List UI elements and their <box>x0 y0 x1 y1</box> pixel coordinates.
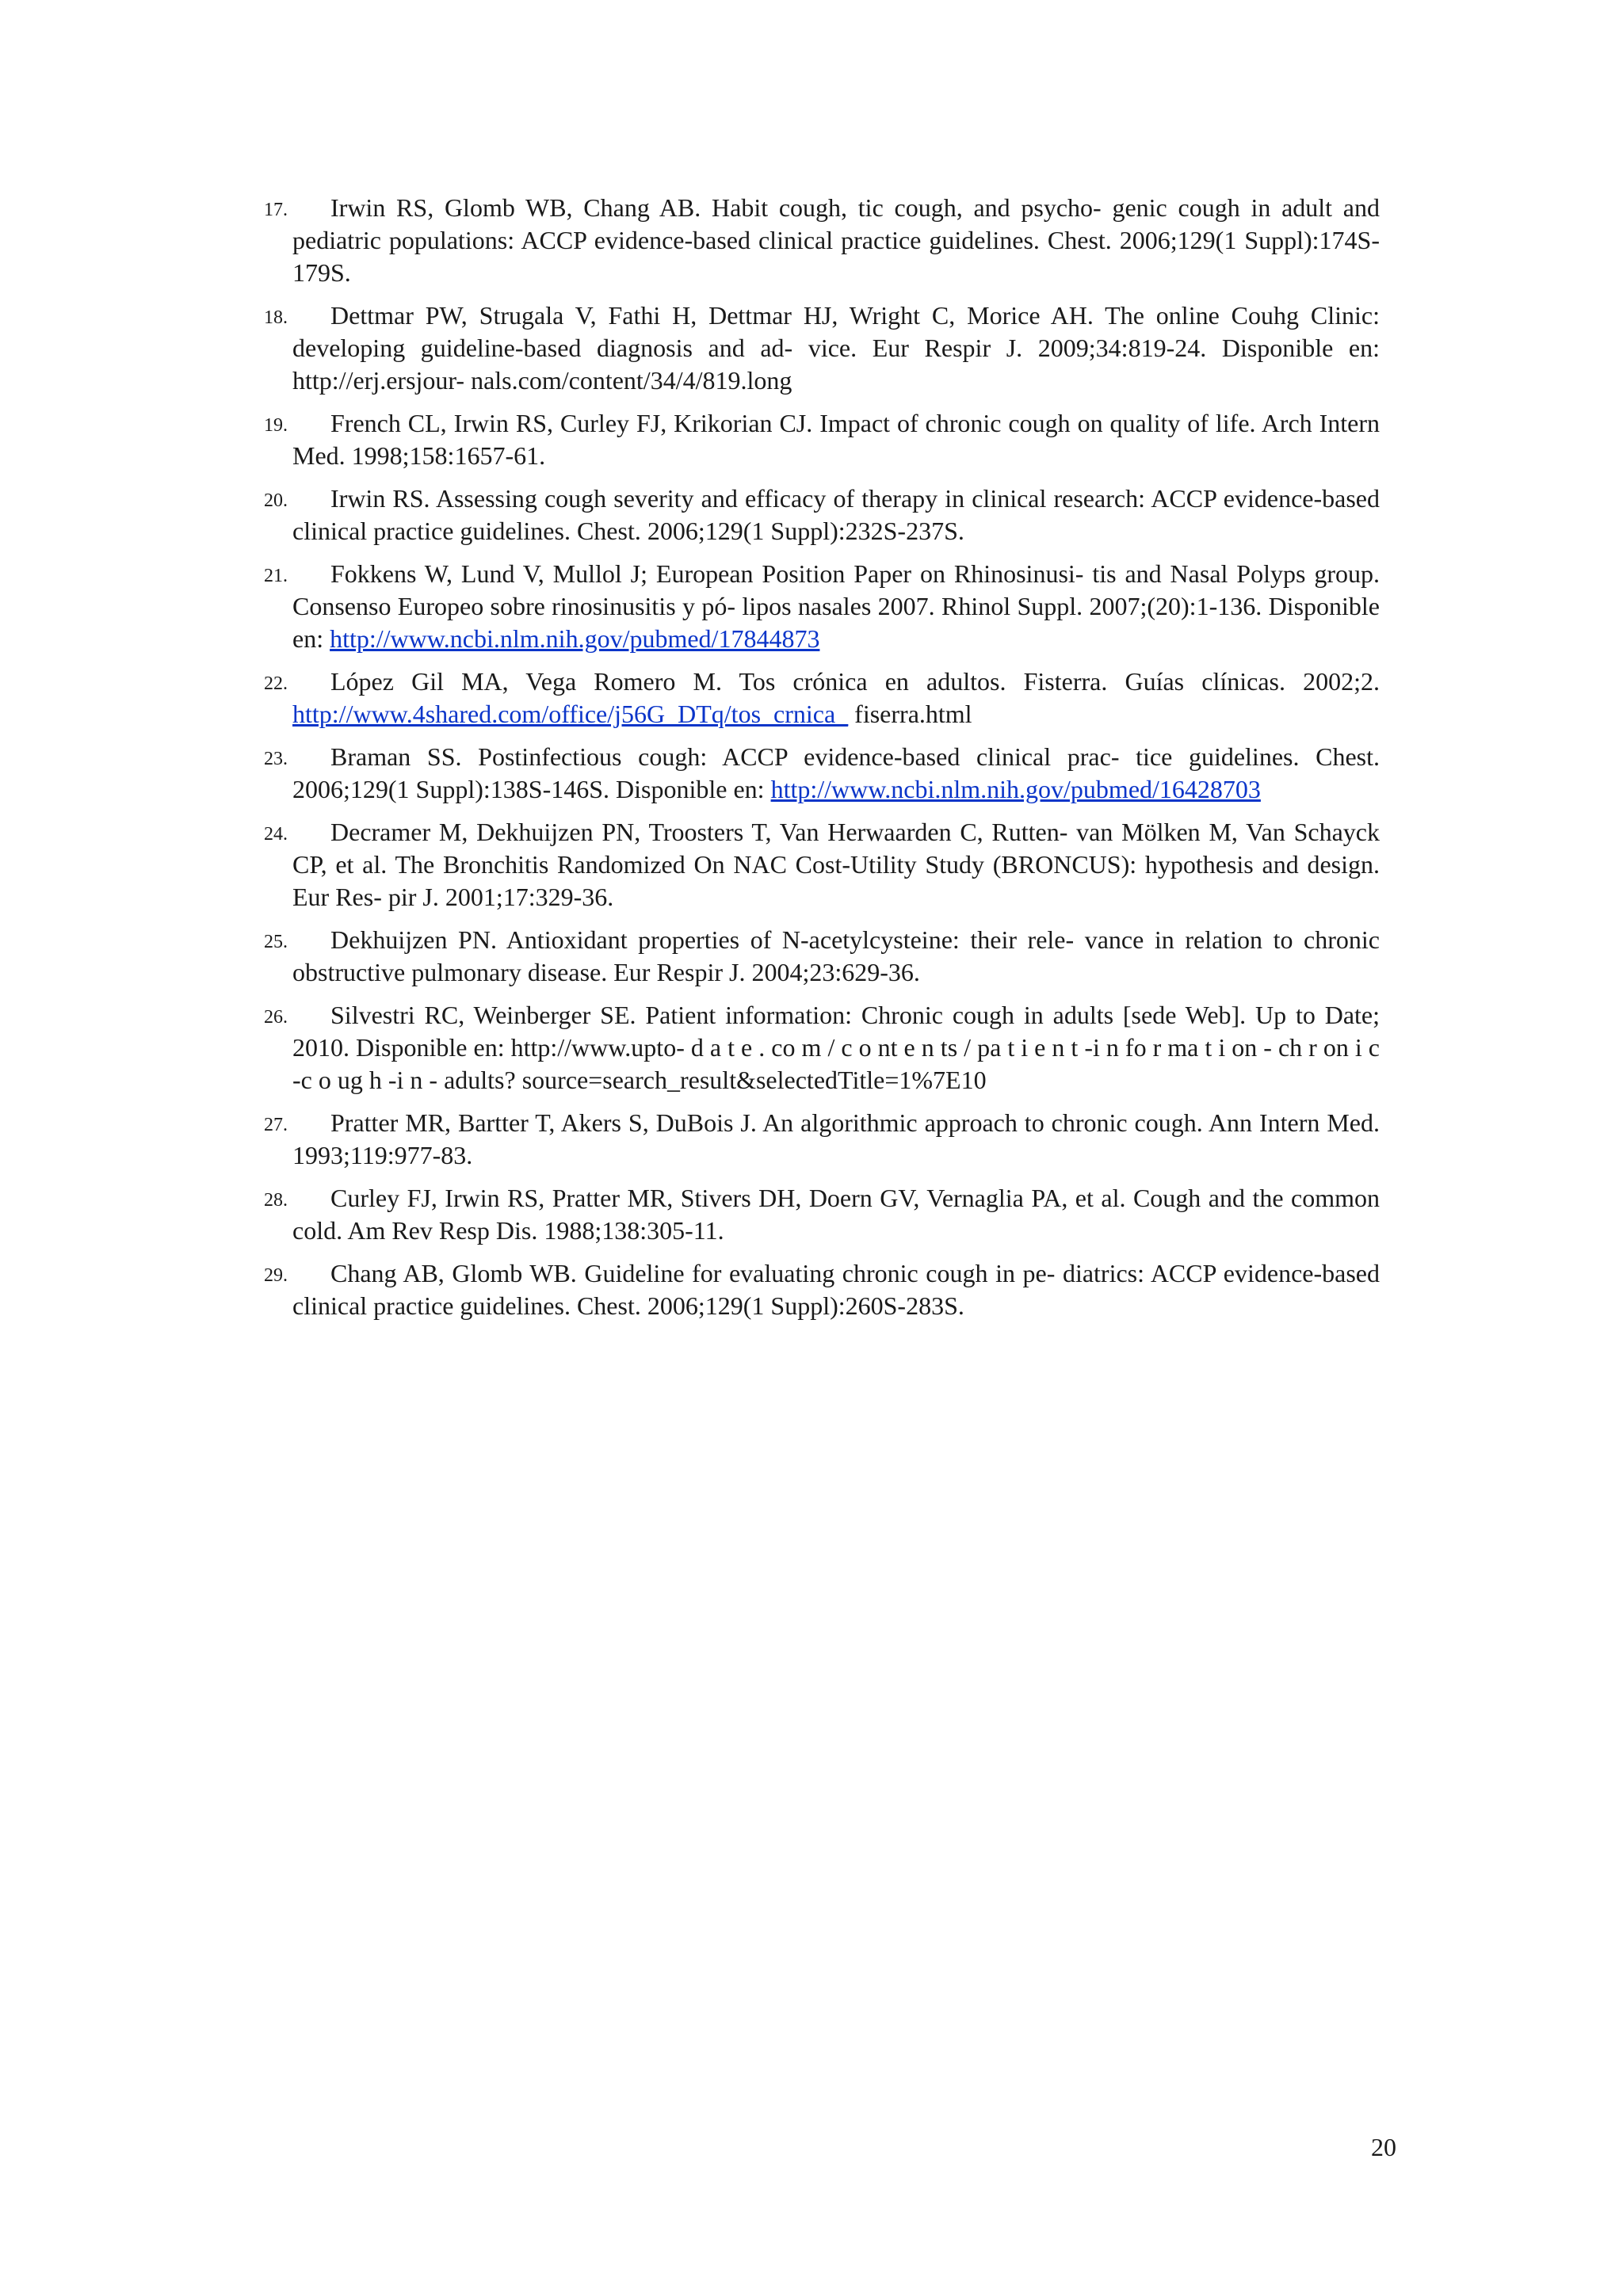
reference-link[interactable]: http://www.ncbi.nlm.nih.gov/pubmed/17844873 <box>330 624 820 653</box>
reference-text-block <box>292 924 1380 989</box>
reference-item <box>264 1257 1380 1322</box>
reference-number: 18. <box>264 307 288 328</box>
reference-text: Decramer M, Dekhuijzen PN, Troosters T, Van Herwaarden C, Rutten- van Mölken M, Van Schayck CP, et al. The Bronchitis Randomized On NAC Cost-Utility Study (BRONCUS): hypothesis and design. Eur Res- pir J. 2001;17:329-36. <box>292 818 1380 911</box>
reference-number: 28. <box>264 1190 288 1211</box>
reference-text: Fokkens W, Lund V, Mullol J; European Position Paper on Rhinosinusi- tis and Nasal Polyps group. Consenso Europeo sobre rinosinusitis y pó- lipos nasales 2007. Rhinol Suppl. 2007;(20):1-136. Disponible en: <box>292 559 1380 653</box>
reference-item <box>264 1107 1380 1172</box>
reference-text-block <box>292 1257 1380 1322</box>
reference-number: 27. <box>264 1115 288 1135</box>
reference-text-block <box>292 999 1380 1097</box>
reference-number: 23. <box>264 749 288 769</box>
reference-text: Silvestri RC, Weinberger SE. Patient information: Chronic cough in adults [sede Web]. Up to Date; 2010. Disponible en: http://www.upto- d a t e . co m / c o nt e n ts / pa t i e n t -i n fo r ma t i on - ch r on i c -c o ug h -i n - adults? source=search_result&selectedTitle=1%7E10 <box>292 1001 1380 1094</box>
reference-text: Dettmar PW, Strugala V, Fathi H, Dettmar HJ, Wright C, Morice AH. The online Couhg Clinic: developing guideline-based diagnosis and ad- vice. Eur Respir J. 2009;34:819-24. Disponible en: http://erj.ersjour- nals.com/content/34/4/819.long <box>292 301 1380 395</box>
reference-text-block <box>292 1107 1380 1172</box>
reference-item <box>264 482 1380 547</box>
reference-number: 24. <box>264 824 288 845</box>
reference-text-block <box>292 1182 1380 1247</box>
reference-number: 19. <box>264 415 288 436</box>
reference-text: French CL, Irwin RS, Curley FJ, Krikorian CJ. Impact of chronic cough on quality of life. Arch Intern Med. 1998;158:1657-61. <box>292 409 1380 470</box>
reference-item <box>264 1182 1380 1247</box>
reference-item <box>264 999 1380 1097</box>
reference-number: 25. <box>264 932 288 952</box>
reference-text-block <box>292 407 1380 472</box>
reference-link[interactable]: http://www.4shared.com/office/j56G_DTq/tos_crnica_ <box>292 700 849 728</box>
reference-item <box>264 816 1380 913</box>
reference-item <box>264 924 1380 989</box>
reference-list <box>264 192 1380 1333</box>
page-number: 20 <box>1371 2133 1396 2161</box>
reference-text-block <box>292 192 1380 289</box>
reference-number: 17. <box>264 200 288 220</box>
reference-text-block <box>292 482 1380 547</box>
reference-number: 22. <box>264 673 288 694</box>
reference-number: 26. <box>264 1007 288 1028</box>
reference-text: Irwin RS. Assessing cough severity and efficacy of therapy in clinical research: ACCP evidence-based clinical practice guidelines. Chest. 2006;129(1 Suppl):232S-237S. <box>292 484 1380 545</box>
reference-text: Braman SS. Postinfectious cough: ACCP evidence-based clinical prac- tice guidelines. Chest. 2006;129(1 Suppl):138S-146S. Disponible en: <box>292 742 1380 803</box>
reference-text-block <box>292 299 1380 397</box>
reference-text: Curley FJ, Irwin RS, Pratter MR, Stivers DH, Doern GV, Vernaglia PA, et al. Cough and the common cold. Am Rev Resp Dis. 1988;138:305-11. <box>292 1184 1380 1245</box>
reference-item <box>264 558 1380 655</box>
reference-number: 20. <box>264 490 288 511</box>
reference-text: Pratter MR, Bartter T, Akers S, DuBois J. An algorithmic approach to chronic cough. Ann Intern Med. 1993;119:977-83. <box>292 1108 1380 1169</box>
reference-text-block <box>292 558 1380 655</box>
reference-text: Chang AB, Glomb WB. Guideline for evaluating chronic cough in pe- diatrics: ACCP evidence-based clinical practice guidelines. Chest. 2006;129(1 Suppl):260S-283S. <box>292 1259 1380 1320</box>
reference-text-block <box>292 741 1380 806</box>
reference-number: 21. <box>264 566 288 586</box>
reference-text-block <box>292 816 1380 913</box>
reference-number: 29. <box>264 1265 288 1286</box>
reference-text: López Gil MA, Vega Romero M. Tos crónica en adultos. Fisterra. Guías clínicas. 2002;2. <box>330 667 1380 696</box>
reference-item <box>264 741 1380 806</box>
reference-text: Dekhuijzen PN. Antioxidant properties of N-acetylcysteine: their rele- vance in relation to chronic obstructive pulmonary disease. Eur Respir J. 2004;23:629-36. <box>292 925 1380 986</box>
reference-text-block <box>292 666 1380 730</box>
reference-item <box>264 192 1380 289</box>
reference-item <box>264 407 1380 472</box>
reference-link[interactable]: http://www.ncbi.nlm.nih.gov/pubmed/16428703 <box>770 775 1261 803</box>
reference-text: Irwin RS, Glomb WB, Chang AB. Habit cough, tic cough, and psycho- genic cough in adult and pediatric populations: ACCP evidence-based clinical practice guidelines. Chest. 2006;129(1 Suppl):174S-179S. <box>292 193 1380 287</box>
reference-text-continuation: fiserra.html <box>848 700 972 728</box>
reference-item <box>264 299 1380 397</box>
reference-item <box>264 666 1380 730</box>
